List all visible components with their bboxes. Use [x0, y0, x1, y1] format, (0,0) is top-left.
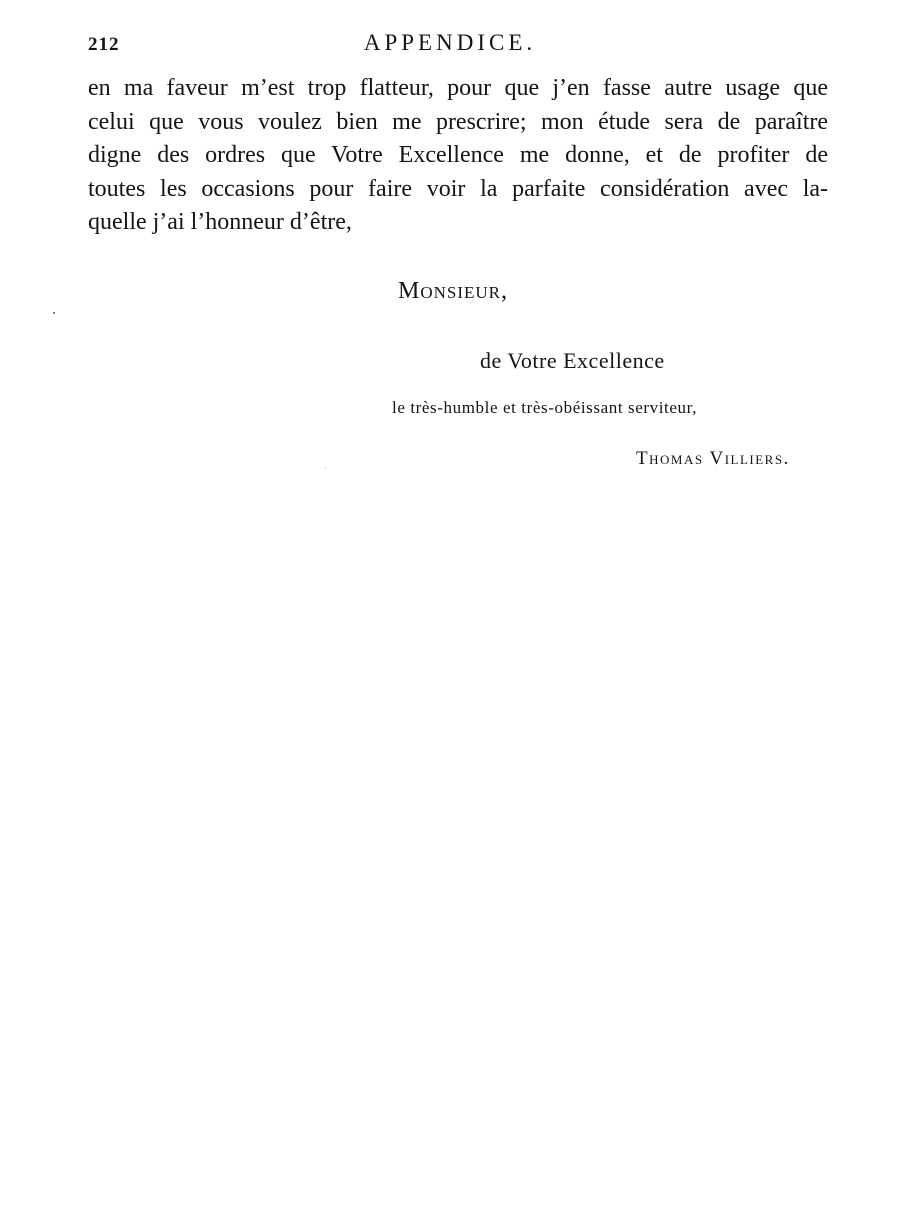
paper-speck — [325, 467, 326, 468]
body-line: digne des ordres que Votre Excellence me donne, et de profiter de — [88, 142, 828, 168]
salutation: Monsieur, — [398, 278, 509, 304]
body-line: toutes les occasions pour faire voir la parfaite considération avec la- — [88, 175, 828, 202]
paper-speck — [53, 312, 55, 314]
body-paragraph — [88, 72, 828, 240]
closing-line: le très-humble et très-obéissant serviteur, — [392, 398, 698, 417]
body-line: en ma faveur m’est trop flatteur, pour que j’en fasse autre usage que — [88, 75, 828, 101]
body-line: celui que vous voulez bien me prescrire; mon étude sera de paraître — [88, 108, 828, 135]
closing-line: de Votre Excellence — [480, 348, 665, 373]
running-head: APPENDICE. — [363, 30, 537, 55]
body-line: quelle j’ai l’honneur d’être, — [88, 209, 352, 235]
signature: Thomas Villiers. — [636, 448, 790, 469]
page-number: 212 — [88, 34, 120, 55]
